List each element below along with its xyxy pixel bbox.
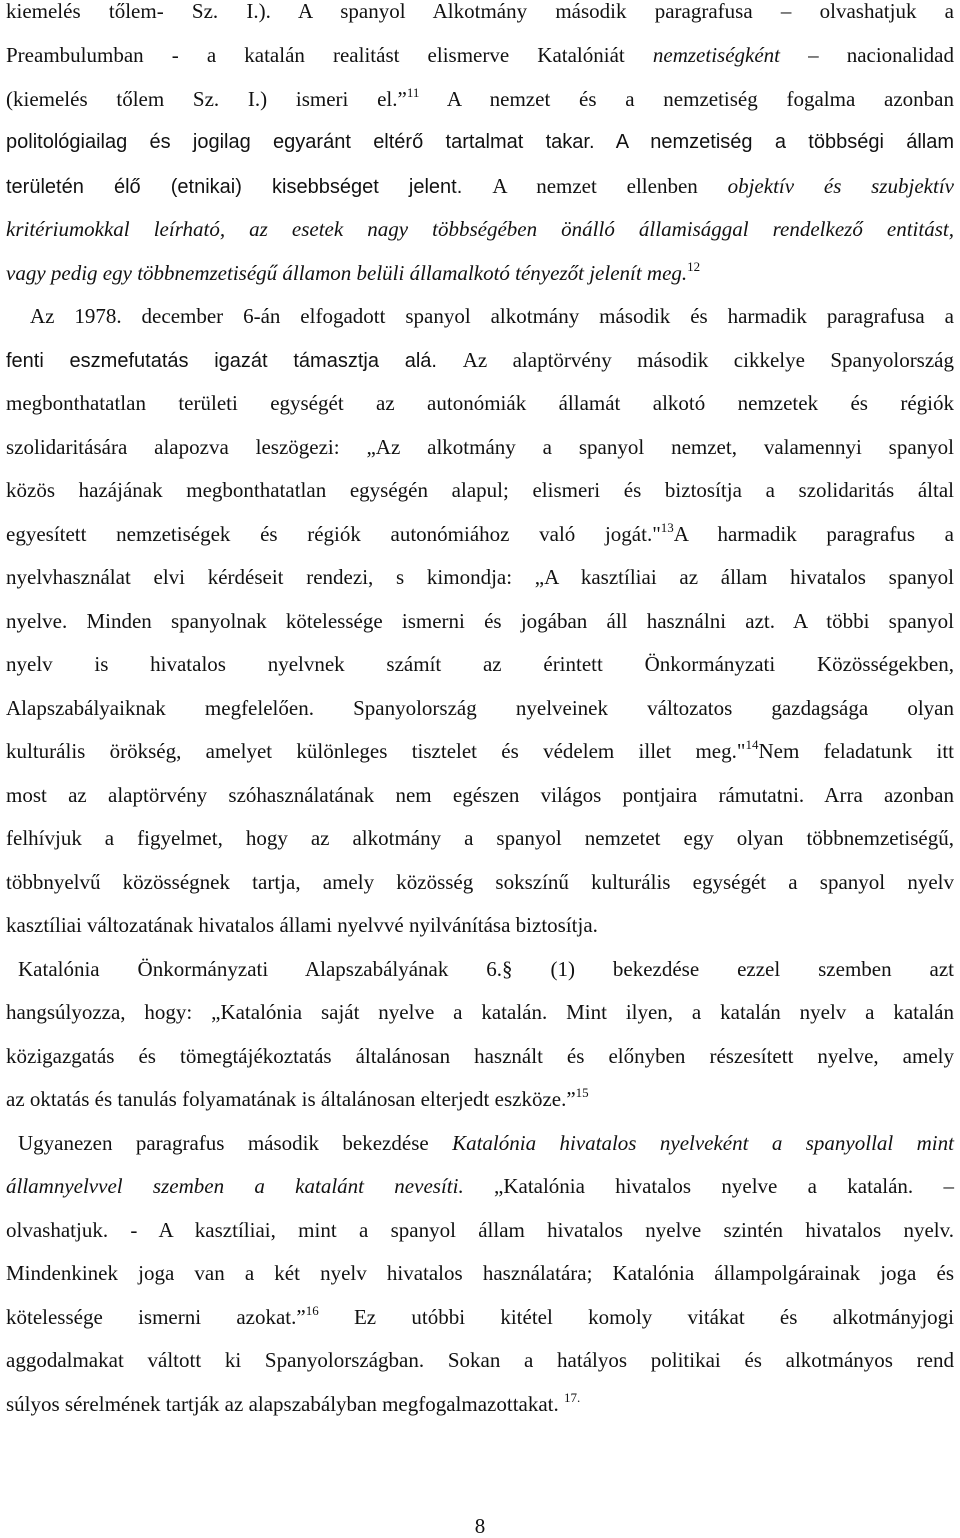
text-line <box>18 1128 954 1158</box>
footnote-ref: 16 <box>305 1303 319 1318</box>
text-run-italic: Katalónia hivatalos nyelveként a spanyollal mint <box>452 1131 954 1155</box>
text-run: fenti eszmefutatás igazát támasztja alá. <box>6 350 463 372</box>
footnote-ref: 14 <box>745 737 759 752</box>
text-line <box>6 40 954 70</box>
text-run: A nemzet ellenben <box>492 174 728 198</box>
footnote-ref: 12 <box>687 259 701 274</box>
text-line <box>6 214 954 244</box>
text-line <box>6 1302 954 1332</box>
text-run: Katalónia Önkormányzati Alapszabályának 6.§ (1) bekezdése ezzel szemben azt <box>18 957 954 981</box>
text-line <box>6 823 954 853</box>
text-line <box>6 84 954 114</box>
text-run: A harmadik paragrafus a <box>673 522 955 546</box>
text-line <box>6 388 954 418</box>
text-run: aggodalmakat váltott ki Spanyolországban. Sokan a hatályos politikai és alkotmányos rend <box>6 1348 954 1372</box>
text-line <box>6 127 954 157</box>
text-line <box>6 997 954 1027</box>
text-run: az oktatás és tanulás folyamatának is általánosan elterjedt eszköze.” <box>6 1087 576 1111</box>
text-run: politológiailag és jogilag egyaránt eltérő tartalmat takar. A nemzetiség a többségi állam <box>6 131 954 153</box>
text-line <box>6 562 954 592</box>
text-run: Mindenkinek joga van a két nyelv hivatalos használatára; Katalónia állampolgárainak joga és <box>6 1261 954 1285</box>
text-run: Ez utóbbi kitétel komoly vitákat és alkotmányjogi <box>318 1305 955 1329</box>
text-run: Preambulumban - a katalán realitást elismerve Katalóniát <box>6 43 653 67</box>
text-run: területén élő (etnikai) kisebbséget jelent. <box>6 176 493 198</box>
text-run: Ugyanezen paragrafus második bekezdése <box>18 1131 453 1155</box>
text-run: súlyos sérelmének tartják az alapszabályban megfogalmazottakat. <box>6 1392 565 1416</box>
text-run: nyelv is hivatalos nyelvnek számít az érintett Önkormányzati Közösségekben, <box>6 652 954 676</box>
page-number: 8 <box>474 1514 486 1538</box>
text-line <box>6 1171 954 1201</box>
text-run: kasztíliai változatának hivatalos állami nyelvvé nyilvánítása biztosítja. <box>6 913 598 937</box>
text-run: megbonthatatlan területi egységét az autonómiák államát alkotó nemzetek és régiók <box>6 391 954 415</box>
text-run: kulturális örökség, amelyet különleges tisztelet és védelem illet meg." <box>6 739 746 763</box>
text-line <box>6 693 954 723</box>
text-run: A nemzet és a nemzetiség fogalma azonban <box>419 87 954 111</box>
text-run: Alapszabályaiknak megfelelően. Spanyolország nyelveinek változatos gazdagsága olyan <box>6 696 954 720</box>
text-line <box>6 171 954 201</box>
text-run: kötelessége ismerni azokat.” <box>6 1305 306 1329</box>
text-run: Az alaptörvény második cikkelye Spanyolország <box>462 348 954 372</box>
text-run: felhívjuk a figyelmet, hogy az alkotmány a spanyol nemzetet egy olyan többnemzetiségű, <box>6 826 954 850</box>
text-line <box>6 1345 954 1375</box>
text-line <box>6 519 954 549</box>
text-line <box>6 1215 954 1245</box>
text-line <box>6 0 954 26</box>
text-line <box>6 258 954 288</box>
text-run: hangsúlyozza, hogy: „Katalónia saját nyelve a katalán. Mint ilyen, a katalán nyelv a katalán <box>6 1000 954 1024</box>
text-run: közös hazájának megbonthatatlan egységén alapul; elismeri és biztosítja a szolidaritás által <box>6 478 954 502</box>
text-run-italic: kritériumokkal leírható, az esetek nagy többségében önálló államisággal rendelkező entitást, <box>6 217 954 241</box>
text-run: (kiemelés tőlem Sz. I.) ismeri el.” <box>6 87 407 111</box>
text-line <box>6 649 954 679</box>
text-run: Az 1978. december 6-án elfogadott spanyol alkotmány második és harmadik paragrafusa a <box>30 304 954 328</box>
footnote-ref: 11 <box>406 85 420 100</box>
footnote-ref: 15 <box>575 1085 589 1100</box>
text-line <box>6 736 954 766</box>
footnote-ref: 17. <box>564 1390 581 1405</box>
text-run-italic: objektív és szubjektív <box>727 174 954 198</box>
text-run-italic: államnyelvvel szemben a katalánt nevesíti. <box>6 1174 464 1198</box>
text-line <box>6 475 954 505</box>
text-run: kiemelés tőlem- Sz. I.). A spanyol Alkotmány második paragrafusa – olvashatjuk a <box>6 0 954 23</box>
text-run: most az alaptörvény szóhasználatának nem egészen világos pontjaira rámutatni. Arra azonban <box>6 783 954 807</box>
text-run: – nacionalidad <box>780 43 954 67</box>
text-run: „Katalónia hivatalos nyelve a katalán. – <box>463 1174 954 1198</box>
text-run: Nem feladatunk itt <box>758 739 954 763</box>
text-run-italic: vagy pedig egy többnemzetiségű államon belüli államalkotó tényezőt jelenít meg. <box>6 261 688 285</box>
text-line <box>6 432 954 462</box>
text-line <box>6 1389 954 1419</box>
text-line <box>6 345 954 375</box>
text-line <box>30 301 954 331</box>
text-line <box>6 1041 954 1071</box>
text-line <box>6 780 954 810</box>
text-run-italic: nemzetiségként <box>652 43 780 67</box>
text-line <box>6 606 954 636</box>
text-line <box>6 910 954 940</box>
text-run: nyelve. Minden spanyolnak kötelessége ismerni és jogában áll használni azt. A többi spanyol <box>6 609 954 633</box>
text-line <box>6 1258 954 1288</box>
text-run: olvashatjuk. - A kasztíliai, mint a spanyol állam hivatalos nyelve szintén hivatalos nyelv. <box>6 1218 954 1242</box>
text-line <box>6 867 954 897</box>
text-line <box>6 1084 954 1114</box>
text-line <box>18 954 954 984</box>
text-run: nyelvhasználat elvi kérdéseit rendezi, s kimondja: „A kasztíliai az állam hivatalos spanyol <box>6 565 954 589</box>
text-run: többnyelvű közösségnek tartja, amely közösség sokszínű kulturális egységét a spanyol nyelv <box>6 870 954 894</box>
text-run: szolidaritására alapozva leszögezi: „Az alkotmány a spanyol nemzet, valamennyi spanyol <box>6 435 954 459</box>
text-run: egyesített nemzetiségek és régiók autonómiához való jogát." <box>6 522 661 546</box>
text-run: közigazgatás és tömegtájékoztatás általánosan használt és előnyben részesített nyelve, amely <box>6 1044 954 1068</box>
footnote-ref: 13 <box>660 520 674 535</box>
